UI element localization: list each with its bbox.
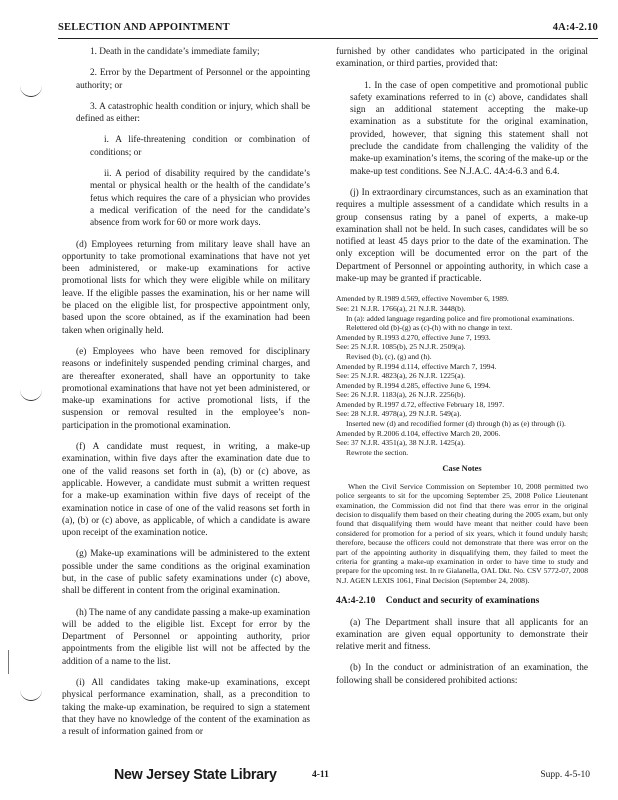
margin-mark	[8, 650, 9, 674]
header-rule	[58, 38, 598, 39]
history-line: See: 21 N.J.R. 1766(a), 21 N.J.R. 3448(b).	[336, 303, 466, 313]
section-paragraph-a: (a) The Department shall insure that all applicants for an examination are given equal opportunity to demonstrate their relative merit and fitness.	[336, 617, 588, 653]
paragraph-i: (i) All candidates taking make-up examinations, except physical performance examination, shall, as a precondition to taking the make-up examination, be required to sign a statement that they have no knowledge of the content of the examination as a result of information gained from or	[62, 678, 310, 738]
section-title: Conduct and security of examinations	[385, 596, 540, 607]
history-line: Rewrote the section.	[346, 447, 409, 457]
case-notes-heading: Case Notes	[442, 464, 482, 474]
history-line: See: 25 N.J.R. 4823(a), 26 N.J.R. 1225(a).	[336, 371, 466, 381]
paragraph-h: (h) The name of any candidate passing a make-up examination will be added to the eligible list. Except for error by the Department of Personnel or appointing authority, prior appointments from the eligible list will not be affected by the addition of a name to the list.	[62, 607, 310, 667]
history-line: Amended by R.1997 d.72, effective February 18, 1997.	[336, 399, 505, 409]
supplement-date: Supp. 4-5-10	[540, 770, 590, 780]
subparagraph: 1. In the case of open competitive and promotional public safety examinations referred to in (c) above, candidates shall sign an additional statement accepting the make-up examination as a substitute for the original examination, provided, however, that signing this statement shall not preclude the candidate from challenging the validity of the make-up examination’s items, the scoring of the make-up or the make-up test conditions. See N.J.A.C. 4A:4-6.3 and 6.4.	[350, 80, 588, 177]
paragraph-g: (g) Make-up examinations will be administered to the extent possible under the same conditions as the original examination but, in the case of public safety examinations under (c) above, shall be different in content from the original examination.	[62, 549, 310, 597]
history-line: Revised (b), (c), (g) and (h).	[346, 351, 432, 361]
history-line: Relettered old (b)-(g) as (c)-(h) with no change in text.	[346, 323, 513, 333]
history-line: Amended by R.1993 d.270, effective June 7, 1993.	[336, 332, 491, 342]
right-column	[336, 46, 588, 696]
library-stamp: New Jersey State Library	[114, 766, 277, 783]
section-paragraph-b: (b) In the conduct or administration of an examination, the following shall be considered prohibited actions:	[336, 663, 588, 686]
history-line: In (a): added language regarding police and fire promotional examinations.	[346, 313, 575, 323]
subparagraph: 3. A catastrophic health condition or injury, which shall be defined as either:	[76, 101, 310, 125]
history-line: Amended by R.1989 d.569, effective November 6, 1989.	[336, 294, 509, 304]
paragraph-e: (e) Employees who have been removed for disciplinary reasons or indefinitely suspended pending criminal charges, and are thereafter exonerated, shall have an opportunity to take promotional examinations that have not yet been administered, or make-up examinations for active promotional lists, if the suspension or removal resulted in the employee’s non-participation in the promotional examination.	[62, 346, 310, 431]
running-header	[58, 22, 598, 38]
paragraph-d: (d) Employees returning from military leave shall have an opportunity to take promotional examinations that have not yet been administered, or make-up examinations for active promotional lists for which they were eligible while on military leave. If the eligible passes the examination, his or her name will be placed on the eligible list, for prospective appointment only, based upon the score obtained, as if the examination had been taken when originally held.	[62, 239, 310, 336]
subparagraph: ii. A period of disability required by the candidate’s mental or physical health or the health of the candidate’s fetus which requires the care of a physician who provides a medical verification of the need for the candidate’s absence from work for 60 or more work days.	[90, 169, 310, 229]
case-notes-body: When the Civil Service Commission on September 10, 2008 permitted two police sergeants to sit for the upcoming September 25, 2008 Police Lieutenant examination, the Commission did not find that there was error in the original decision to disqualify them based on their cheating during the 2005 exam, but only found that disqualifying them would have meant that neither could have been considered for promotion for a period of six years, which it found unduly harsh; therefore, because the officers could not demonstrate that there was error on the part of the appointing authority in disqualifying them, they failed to meet the criteria for granting a make-up examination in order to have time to study and prepare for the upcoming test. In re Gialanella, OAL Dkt. No. CSV 5772-07, 2008 N.J. AGEN LEXIS 1061, Final Decision (September 24, 2008).	[336, 481, 588, 585]
paragraph-j: (j) In extraordinary circumstances, such as an examination that requires a multiple assessment of a candidate which results in a group consensus rating by a panel of experts, a make-up examination shall not be held. In such cases, candidates will be so notified at least 45 days prior to the date of the examination. The only exception will be documented error on the part of the Department of Personnel or appointing authority, in which case a make-up may be granted if practicable.	[336, 187, 588, 285]
header-section-number: 4A:4-2.10	[552, 22, 598, 33]
history-line: Amended by R.1994 d.285, effective June 6, 1994.	[336, 380, 491, 390]
history-line: See: 37 N.J.R. 4351(a), 38 N.J.R. 1425(a).	[336, 438, 466, 448]
subparagraph: i. A life-threatening condition or combination of conditions; or	[90, 135, 310, 158]
binder-mark	[20, 390, 42, 401]
subparagraph: 2. Error by the Department of Personnel or the appointing authority; or	[76, 68, 310, 91]
page-footer	[0, 766, 618, 788]
history-line: See: 26 N.J.R. 1183(a), 26 N.J.R. 2256(b).	[336, 390, 466, 400]
binder-mark	[20, 86, 42, 97]
history-line: Inserted new (d) and recodified former (d) through (h) as (e) through (i).	[346, 419, 566, 429]
binder-mark	[20, 690, 42, 701]
left-column	[62, 46, 310, 739]
paragraph-f: (f) A candidate must request, in writing, a make-up examination, within five days after the examination date due to one of the valid reasons set forth in (a), (b) or (c) above, as applicable. However, a candidate must submit a written request for a make-up examination within five days of receipt of the examination notice in case of one of the valid reasons set forth in (a), (b) or (c) above, as applicable, of which a candidate is aware upon receipt of the examination notice.	[62, 442, 310, 539]
section-number: 4A:4-2.10	[336, 596, 376, 607]
history-line: Amended by R.1994 d.114, effective March 7, 1994.	[336, 361, 497, 371]
history-notes	[336, 294, 588, 457]
section-heading	[336, 595, 588, 607]
page-number: 4-11	[312, 770, 329, 780]
history-line: See: 28 N.J.R. 4978(a), 29 N.J.R. 549(a).	[336, 409, 462, 419]
history-line: Amended by R.2006 d.104, effective March 20, 2006.	[336, 428, 501, 438]
header-chapter-title: SELECTION AND APPOINTMENT	[58, 22, 230, 33]
history-line: See: 25 N.J.R. 1085(b), 25 N.J.R. 2509(a).	[336, 342, 466, 352]
subparagraph: 1. Death in the candidate’s immediate family;	[90, 47, 260, 57]
paragraph-continuation: furnished by other candidates who participated in the original examination, or third parties, provided that:	[336, 47, 588, 70]
